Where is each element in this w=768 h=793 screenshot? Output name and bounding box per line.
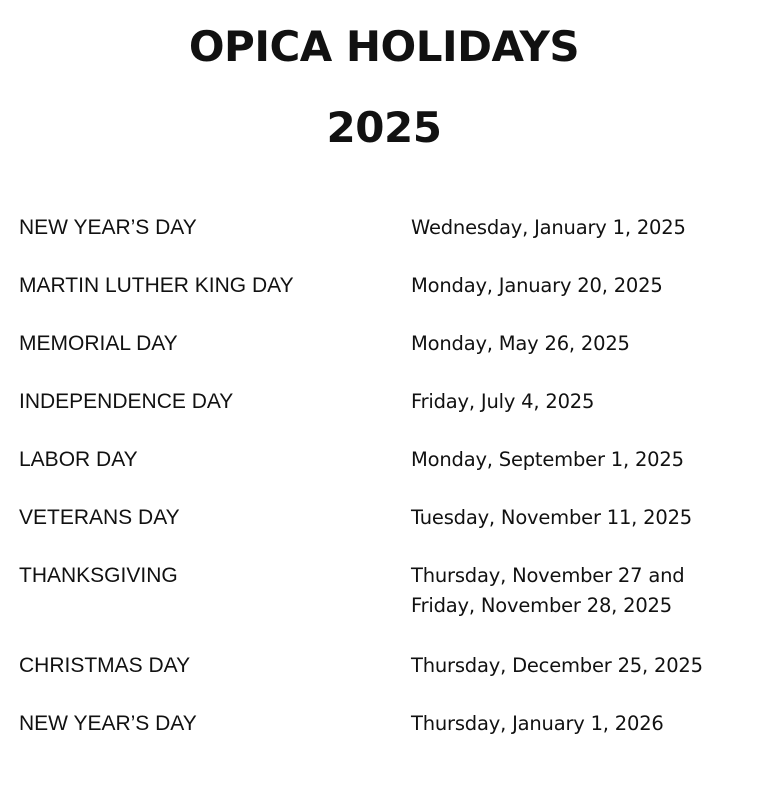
document-title: OPICA HOLIDAYS [188,22,580,71]
holiday-name: CHRISTMAS DAY [19,654,191,677]
holiday-date: Wednesday, January 1, 2025 [411,216,686,239]
holiday-date: Thursday, December 25, 2025 [411,654,703,677]
holiday-name: MARTIN LUTHER KING DAY [19,274,294,297]
holiday-name: INDEPENDENCE DAY [19,390,234,413]
holiday-date: Thursday, January 1, 2026 [411,712,664,735]
holiday-date: Friday, July 4, 2025 [411,390,595,413]
holiday-name: VETERANS DAY [19,506,180,529]
document-year: 2025 [326,103,442,152]
holiday-name: NEW YEAR’S DAY [19,216,197,239]
holiday-date: Monday, January 20, 2025 [411,274,663,297]
holiday-name: THANKSGIVING [19,564,178,587]
holiday-date: Monday, May 26, 2025 [411,332,630,355]
holiday-date: Monday, September 1, 2025 [411,448,684,471]
holiday-name: NEW YEAR’S DAY [19,712,197,735]
holiday-date: Thursday, November 27 and [411,564,685,587]
holiday-name: MEMORIAL DAY [19,332,178,355]
holiday-date: Tuesday, November 11, 2025 [411,506,693,529]
holiday-name: LABOR DAY [19,448,138,471]
holiday-date-continued: Friday, November 28, 2025 [411,594,672,617]
